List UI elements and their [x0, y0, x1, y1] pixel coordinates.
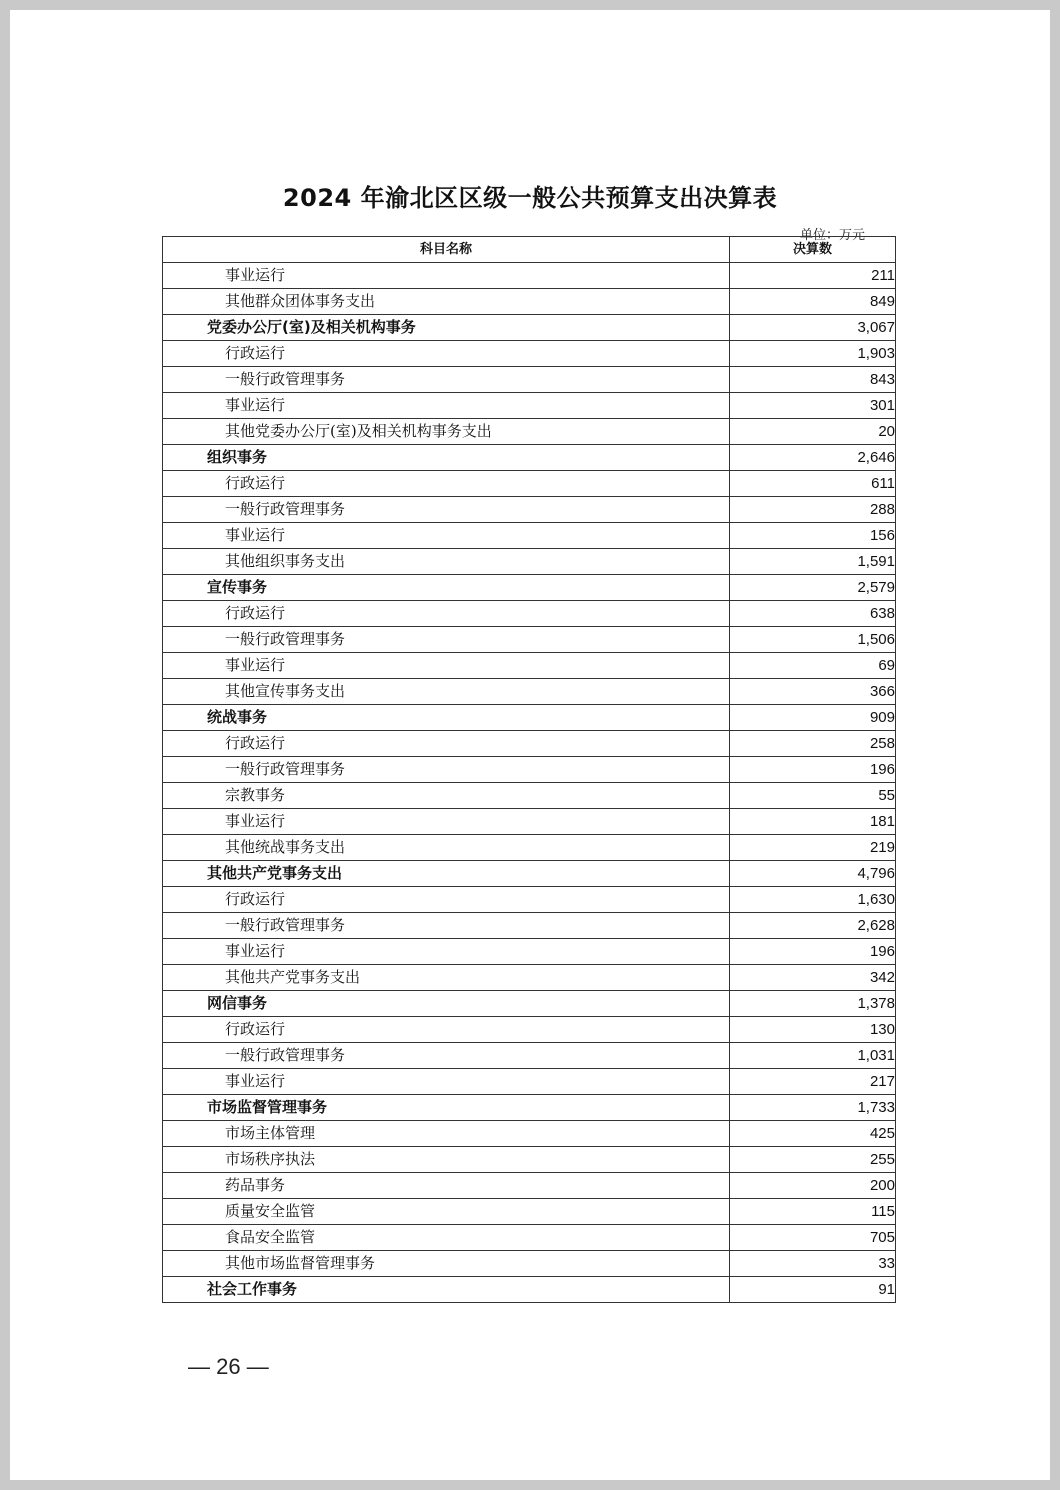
row-subject-name: 一般行政管理事务	[163, 913, 730, 939]
row-final-amount: 342	[730, 965, 896, 991]
table-row	[163, 1277, 896, 1303]
table-row	[163, 809, 896, 835]
row-subject-name: 一般行政管理事务	[163, 1043, 730, 1069]
row-subject-name: 事业运行	[163, 939, 730, 965]
row-subject-name: 事业运行	[163, 1069, 730, 1095]
row-subject-name: 宣传事务	[163, 575, 730, 601]
row-final-amount: 1,506	[730, 627, 896, 653]
row-subject-name: 其他市场监督管理事务	[163, 1251, 730, 1277]
row-subject-name: 事业运行	[163, 653, 730, 679]
row-final-amount: 91	[730, 1277, 896, 1303]
table-row	[163, 601, 896, 627]
row-final-amount: 4,796	[730, 861, 896, 887]
table-body	[163, 263, 896, 1303]
row-final-amount: 1,733	[730, 1095, 896, 1121]
row-subject-name: 一般行政管理事务	[163, 497, 730, 523]
table-row	[163, 1095, 896, 1121]
row-subject-name: 党委办公厅(室)及相关机构事务	[163, 315, 730, 341]
table-row	[163, 367, 896, 393]
table-row	[163, 861, 896, 887]
row-subject-name: 一般行政管理事务	[163, 367, 730, 393]
row-subject-name: 行政运行	[163, 887, 730, 913]
row-final-amount: 909	[730, 705, 896, 731]
row-subject-name: 事业运行	[163, 263, 730, 289]
row-subject-name: 质量安全监管	[163, 1199, 730, 1225]
row-subject-name: 行政运行	[163, 341, 730, 367]
row-subject-name: 行政运行	[163, 471, 730, 497]
row-final-amount: 1,591	[730, 549, 896, 575]
table-row	[163, 1199, 896, 1225]
row-final-amount: 288	[730, 497, 896, 523]
table-row	[163, 1147, 896, 1173]
row-final-amount: 1,630	[730, 887, 896, 913]
row-final-amount: 200	[730, 1173, 896, 1199]
table-row	[163, 549, 896, 575]
table-row	[163, 1017, 896, 1043]
row-final-amount: 2,628	[730, 913, 896, 939]
row-final-amount: 255	[730, 1147, 896, 1173]
table-row	[163, 965, 896, 991]
budget-table	[162, 236, 896, 1303]
page-number: — 26 —	[188, 1354, 269, 1379]
row-final-amount: 69	[730, 653, 896, 679]
table-row	[163, 653, 896, 679]
table-row	[163, 289, 896, 315]
table-row	[163, 497, 896, 523]
row-subject-name: 行政运行	[163, 1017, 730, 1043]
row-final-amount: 843	[730, 367, 896, 393]
table-row	[163, 419, 896, 445]
row-subject-name: 一般行政管理事务	[163, 627, 730, 653]
row-final-amount: 705	[730, 1225, 896, 1251]
header-subject-name: 科目名称	[163, 237, 730, 263]
row-subject-name: 事业运行	[163, 523, 730, 549]
table-row	[163, 1043, 896, 1069]
table-row	[163, 627, 896, 653]
table-row	[163, 939, 896, 965]
table-row	[163, 1251, 896, 1277]
table-row	[163, 445, 896, 471]
table-header-row	[163, 237, 896, 263]
header-final-amount: 决算数	[730, 237, 896, 263]
row-subject-name: 市场主体管理	[163, 1121, 730, 1147]
row-subject-name: 其他共产党事务支出	[163, 861, 730, 887]
row-subject-name: 事业运行	[163, 809, 730, 835]
row-final-amount: 638	[730, 601, 896, 627]
table-row	[163, 887, 896, 913]
page-title: 2024 年渝北区区级一般公共预算支出决算表	[282, 184, 778, 212]
table-row	[163, 1069, 896, 1095]
row-final-amount: 33	[730, 1251, 896, 1277]
document-page	[10, 10, 1050, 1480]
row-final-amount: 20	[730, 419, 896, 445]
table-row	[163, 757, 896, 783]
table-row	[163, 1173, 896, 1199]
table-row	[163, 835, 896, 861]
row-final-amount: 196	[730, 757, 896, 783]
row-final-amount: 611	[730, 471, 896, 497]
row-subject-name: 其他统战事务支出	[163, 835, 730, 861]
row-final-amount: 211	[730, 263, 896, 289]
row-final-amount: 130	[730, 1017, 896, 1043]
row-subject-name: 行政运行	[163, 601, 730, 627]
row-subject-name: 其他组织事务支出	[163, 549, 730, 575]
row-subject-name: 其他宣传事务支出	[163, 679, 730, 705]
row-final-amount: 196	[730, 939, 896, 965]
row-subject-name: 组织事务	[163, 445, 730, 471]
row-final-amount: 2,579	[730, 575, 896, 601]
row-subject-name: 食品安全监管	[163, 1225, 730, 1251]
table-row	[163, 393, 896, 419]
table-row	[163, 913, 896, 939]
row-subject-name: 一般行政管理事务	[163, 757, 730, 783]
row-final-amount: 366	[730, 679, 896, 705]
row-subject-name: 行政运行	[163, 731, 730, 757]
row-subject-name: 社会工作事务	[163, 1277, 730, 1303]
table-row	[163, 1121, 896, 1147]
row-subject-name: 统战事务	[163, 705, 730, 731]
row-subject-name: 其他党委办公厅(室)及相关机构事务支出	[163, 419, 730, 445]
table-row	[163, 731, 896, 757]
table-row	[163, 679, 896, 705]
row-subject-name: 事业运行	[163, 393, 730, 419]
table-row	[163, 705, 896, 731]
row-final-amount: 115	[730, 1199, 896, 1225]
table-row	[163, 263, 896, 289]
row-subject-name: 其他群众团体事务支出	[163, 289, 730, 315]
table-row	[163, 1225, 896, 1251]
row-subject-name: 市场秩序执法	[163, 1147, 730, 1173]
row-final-amount: 181	[730, 809, 896, 835]
table-row	[163, 341, 896, 367]
row-final-amount: 258	[730, 731, 896, 757]
row-subject-name: 市场监督管理事务	[163, 1095, 730, 1121]
unit-label: 单位：万元	[800, 228, 866, 243]
row-subject-name: 网信事务	[163, 991, 730, 1017]
row-final-amount: 425	[730, 1121, 896, 1147]
row-final-amount: 156	[730, 523, 896, 549]
row-final-amount: 849	[730, 289, 896, 315]
row-final-amount: 1,903	[730, 341, 896, 367]
row-final-amount: 217	[730, 1069, 896, 1095]
row-final-amount: 2,646	[730, 445, 896, 471]
row-subject-name: 宗教事务	[163, 783, 730, 809]
row-subject-name: 其他共产党事务支出	[163, 965, 730, 991]
table-row	[163, 991, 896, 1017]
row-final-amount: 1,378	[730, 991, 896, 1017]
table-row	[163, 523, 896, 549]
table-row	[163, 471, 896, 497]
table-row	[163, 575, 896, 601]
row-subject-name: 药品事务	[163, 1173, 730, 1199]
table-row	[163, 783, 896, 809]
row-final-amount: 219	[730, 835, 896, 861]
row-final-amount: 55	[730, 783, 896, 809]
row-final-amount: 1,031	[730, 1043, 896, 1069]
row-final-amount: 301	[730, 393, 896, 419]
row-final-amount: 3,067	[730, 315, 896, 341]
table-row	[163, 315, 896, 341]
